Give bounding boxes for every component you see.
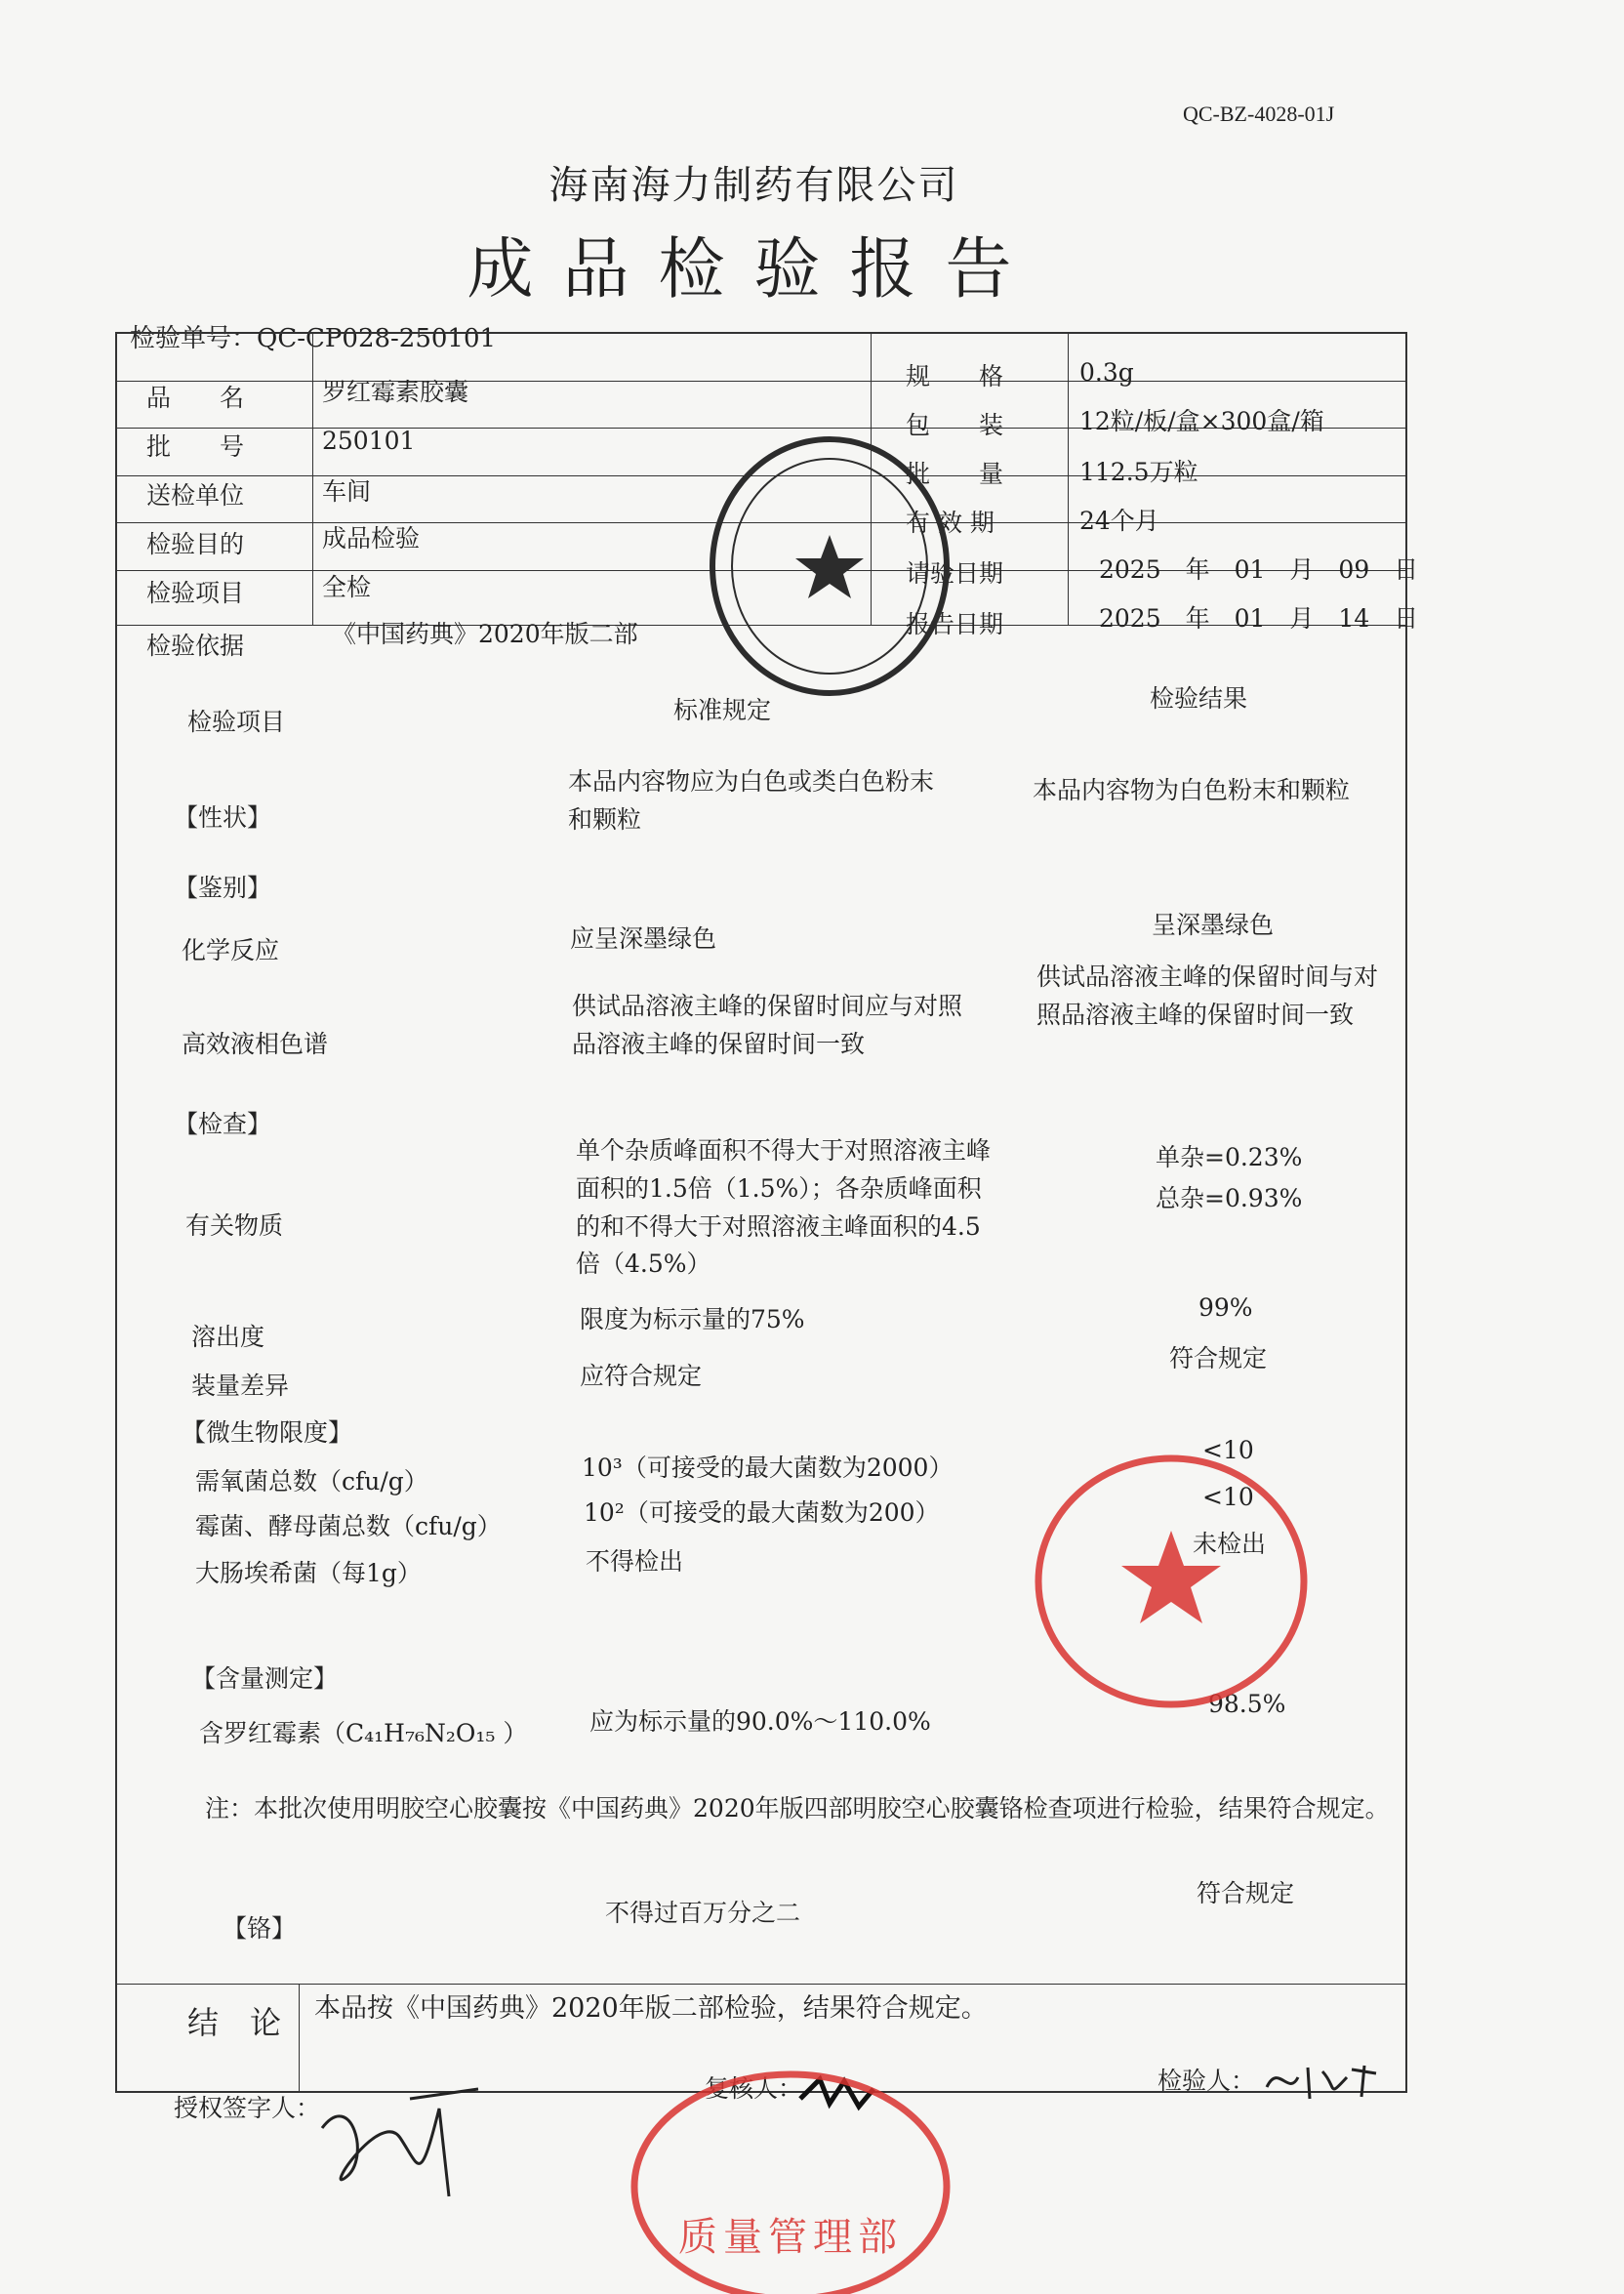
reviewer-label: 复核人： xyxy=(705,2074,803,2103)
label-report-date: 报告日期 xyxy=(906,610,1004,638)
label-packaging: 包 装 xyxy=(906,411,1004,439)
standard-roxithromycin-content: 应为标示量的90.0%～110.0% xyxy=(589,1707,931,1736)
item-aerobic-count: 需氧菌总数（cfu/g） xyxy=(195,1467,428,1495)
result-mold-yeast: <10 xyxy=(1202,1483,1254,1511)
value-test-items: 全检 xyxy=(322,573,372,601)
standard-appearance: 本品内容物应为白色或类白色粉末和颗粒 xyxy=(568,767,935,834)
label-spec: 规 格 xyxy=(906,362,1004,390)
standard-fill-variation: 应符合规定 xyxy=(580,1362,703,1390)
document-code: QC-BZ-4028-01J xyxy=(1183,102,1335,126)
conclusion-text: 本品按《中国药典》2020年版二部检验，结果符合规定。 xyxy=(314,1993,988,2024)
label-sender: 送检单位 xyxy=(146,481,245,510)
value-sender: 车间 xyxy=(322,477,372,506)
item-roxithromycin-content: 含罗红霉素（C₄₁H₇₆N₂O₁₅ ） xyxy=(199,1719,528,1747)
result-hplc: 供试品溶液主峰的保留时间与对照品溶液主峰的保留时间一致 xyxy=(1036,963,1379,1029)
standard-mold-yeast: 10²（可接受的最大菌数为200） xyxy=(584,1498,940,1527)
result-appearance: 本品内容物为白色粉末和颗粒 xyxy=(1033,776,1351,804)
item-related-substances: 有关物质 xyxy=(185,1211,284,1240)
grid-line xyxy=(117,381,1405,382)
item-assay: 【含量测定】 xyxy=(191,1664,339,1693)
result-chromium: 符合规定 xyxy=(1197,1879,1295,1907)
grid-line xyxy=(1068,334,1069,625)
item-identification: 【鉴别】 xyxy=(174,874,272,902)
item-mold-yeast: 霉菌、酵母菌总数（cfu/g） xyxy=(195,1512,502,1540)
item-fill-variation: 装量差异 xyxy=(191,1372,290,1400)
conclusion-label: 结 论 xyxy=(187,2004,282,2041)
standard-chemical-reaction: 应呈深墨绿色 xyxy=(570,924,717,953)
inspector-label: 检验人： xyxy=(1157,2067,1256,2095)
value-packaging: 12粒/板/盒×300盒/箱 xyxy=(1079,407,1324,435)
standard-aerobic-count: 10³（可接受的最大菌数为2000） xyxy=(582,1454,954,1482)
item-appearance: 【性状】 xyxy=(174,803,272,832)
quality-department-seal-stamp xyxy=(625,2050,956,2294)
item-microbial-limit: 【微生物限度】 xyxy=(182,1418,353,1447)
distributor-quality-seal-stamp xyxy=(1025,1445,1318,1718)
result-roxithromycin-content: 98.5% xyxy=(1208,1690,1286,1718)
report-number-value: QC-CP028-250101 xyxy=(257,324,497,353)
value-request-date: 2025 年 01 月 09 日 xyxy=(1099,555,1419,584)
value-expiry: 24个月 xyxy=(1079,507,1159,535)
standard-e-coli: 不得检出 xyxy=(586,1547,684,1576)
label-batch-size: 批 量 xyxy=(906,460,1004,488)
inspector-signature xyxy=(1259,2058,1386,2107)
label-product-name: 品 名 xyxy=(146,384,245,412)
capsule-note: 注：本批次使用明胶空心胶囊按《中国药典》2020年版四部明胶空心胶囊铬检查项进行检验，结果符合规定。 xyxy=(205,1794,1390,1823)
item-dissolution: 溶出度 xyxy=(191,1323,265,1351)
label-purpose: 检验目的 xyxy=(146,530,245,558)
result-dissolution: 99% xyxy=(1198,1293,1253,1322)
value-purpose: 成品检验 xyxy=(322,524,421,553)
value-report-date: 2025 年 01 月 14 日 xyxy=(1099,604,1419,633)
value-spec: 0.3g xyxy=(1079,358,1134,387)
item-chemical-reaction: 化学反应 xyxy=(182,936,280,964)
result-aerobic-count: <10 xyxy=(1202,1436,1254,1464)
col-header-result: 检验结果 xyxy=(1150,684,1248,713)
label-expiry: 有 效 期 xyxy=(906,509,995,537)
report-number-label: 检验单号： xyxy=(130,324,258,353)
result-fill-variation: 符合规定 xyxy=(1169,1344,1268,1372)
standard-chromium: 不得过百万分之二 xyxy=(605,1899,801,1927)
company-name: 海南海力制药有限公司 xyxy=(548,163,959,208)
item-chromium: 【铬】 xyxy=(223,1914,297,1943)
grid-line xyxy=(117,1984,1405,1985)
col-header-item: 检验项目 xyxy=(187,708,286,736)
standard-related-substances: 单个杂质峰面积不得大于对照溶液主峰面积的1.5倍（1.5%）；各杂质峰面积的和不得大于对照溶液主峰面积的4.5倍（4.5%） xyxy=(576,1136,992,1279)
grid-line xyxy=(312,334,313,625)
value-basis: 《中国药典》2020年版二部 xyxy=(332,620,638,648)
col-header-standard: 标准规定 xyxy=(673,696,772,724)
result-related-substances-total: 总杂=0.93% xyxy=(1156,1184,1303,1212)
report-title: 成品检验报告 xyxy=(467,231,1041,308)
result-e-coli: 未检出 xyxy=(1193,1530,1267,1558)
result-chemical-reaction: 呈深墨绿色 xyxy=(1152,911,1275,939)
value-batch-no: 250101 xyxy=(322,427,416,455)
item-inspection: 【检查】 xyxy=(174,1110,272,1138)
label-test-items: 检验项目 xyxy=(146,579,245,607)
svg-text:质量管理部: 质量管理部 xyxy=(678,2215,903,2260)
value-batch-size: 112.5万粒 xyxy=(1079,458,1198,486)
value-product-name: 罗红霉素胶囊 xyxy=(322,378,469,406)
label-basis: 检验依据 xyxy=(146,632,245,660)
result-related-substances-single: 单杂=0.23% xyxy=(1156,1143,1303,1171)
authorized-signatory-label: 授权签字人： xyxy=(174,2094,321,2122)
label-batch-no: 批 号 xyxy=(146,432,245,461)
standard-hplc: 供试品溶液主峰的保留时间应与对照品溶液主峰的保留时间一致 xyxy=(572,992,963,1058)
authorized-signature xyxy=(293,2069,488,2216)
item-hplc: 高效液相色谱 xyxy=(182,1030,329,1058)
label-request-date: 请验日期 xyxy=(906,559,1004,588)
inspection-seal-stamp xyxy=(698,420,961,713)
standard-dissolution: 限度为标示量的75% xyxy=(580,1305,805,1333)
item-e-coli: 大肠埃希菌（每1g） xyxy=(195,1559,422,1587)
